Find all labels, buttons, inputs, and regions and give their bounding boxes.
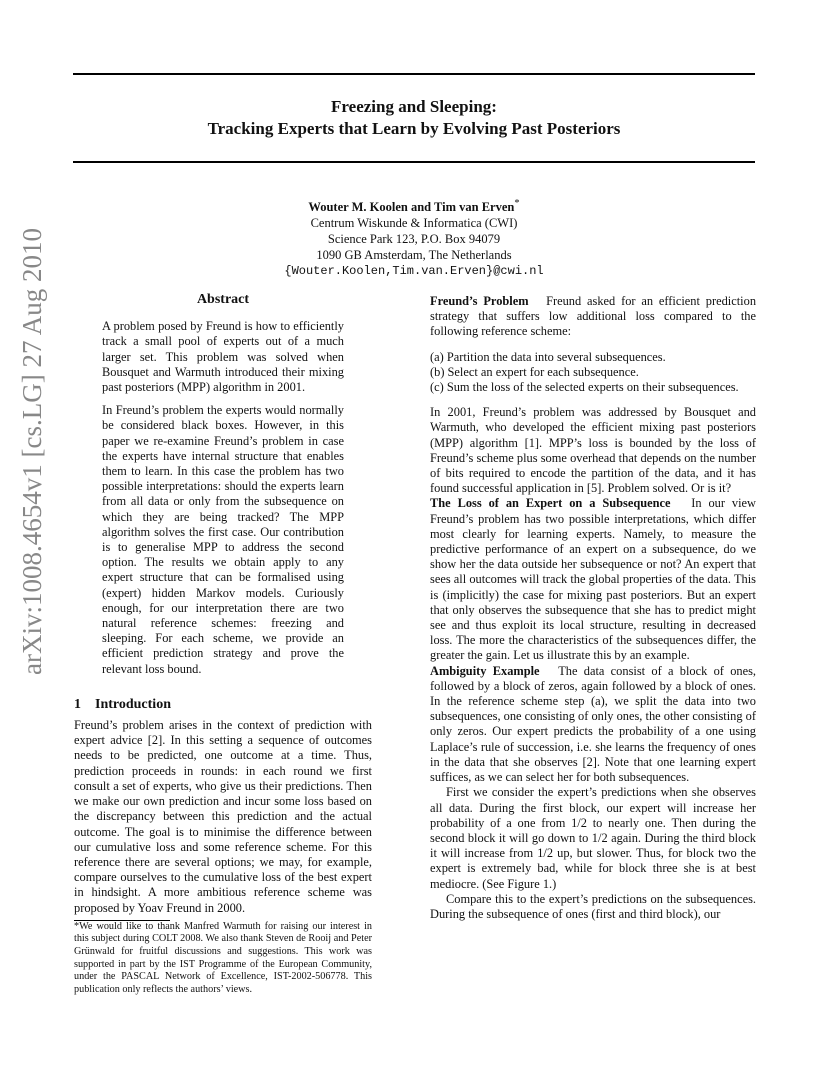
section-title: Introduction xyxy=(95,696,171,712)
author-names: Wouter M. Koolen and Tim van Erven xyxy=(308,200,515,215)
left-column xyxy=(74,292,372,996)
top-rule xyxy=(73,73,755,75)
affiliation-line-2: Science Park 123, P.O. Box 94079 xyxy=(327,232,501,247)
arxiv-stamp: arXiv:1008.4654v1 [cs.LG] 27 Aug 2010 xyxy=(17,228,47,675)
freunds-problem-heading: Freund’s Problem xyxy=(430,294,529,308)
paper-title xyxy=(73,96,755,140)
intro-paragraph-1: Freund’s problem arises in the context of prediction with expert advice [2]. In this setting a sequence of outcomes needs to be predicted, one outcome at a time. Thus, prediction proceeds in rounds: in each round we first consult a set of experts, who give us their predictions. Then we make our own prediction and incur some loss based on the discrepancy between this prediction and the actual outcome. The goal is to minimise the difference between our cumulative loss and some reference scheme. For this reference there are several options; we may, for example, compare ourselves to the cumulative loss of the best expert in hindsight. A more ambitious reference scheme was proposed by Yoav Freund in 2000. xyxy=(74,718,372,915)
loss-heading: The Loss of an Expert on a Subsequence xyxy=(430,496,671,511)
title-line-1: Freezing and Sleeping: xyxy=(331,97,497,116)
author-block xyxy=(73,196,755,279)
list-item: (a) Partition the data into several subsequences. xyxy=(430,349,666,364)
loss-paragraph xyxy=(430,496,756,663)
title-line-2: Tracking Experts that Learn by Evolving Past Posteriors xyxy=(207,119,621,138)
ambiguity-paragraph xyxy=(430,664,756,786)
comparison-paragraph: Compare this to the expert’s predictions on the subsequences. During the subsequence of ones (first and third block), our xyxy=(430,891,756,921)
section-number: 1 xyxy=(74,696,81,712)
mpp-paragraph: In 2001, Freund’s problem was addressed by Bousquet and Warmuth, who developed the efficient mixing past posteriors (MPP) algorithm [1]. MPP’s loss is bounded by the loss of Freund’s scheme plus some overhead that depends on the number of bits required to encode the partition of the data, and it has found successful application in [5]. Problem solved. Or is it? xyxy=(430,405,756,496)
author-footnote-mark: * xyxy=(514,198,520,209)
reference-scheme-list xyxy=(430,350,756,396)
affiliation-line-1: Centrum Wiskunde & Informatica (CWI) xyxy=(310,216,518,231)
ambiguity-text: The data consist of a block of ones, followed by a block of zeros, again followed by a block of ones. In the reference scheme step (a), we split the data into two subsequences, one consisting of only ones, the other consisting of only zeros. Our expert predicts the probability of a one using Laplace’s rule of succession, i.e. she learns the frequency of ones in the data that she observes [2]. Note that one learning expert suffices, as we can select her for both subsequences. xyxy=(430,663,756,785)
right-column xyxy=(430,294,756,922)
author-email: {Wouter.Koolen,Tim.van.Erven}@cwi.nl xyxy=(284,264,544,279)
freunds-problem-text: Freund asked for an efficient prediction strategy that suffers low additional loss compared to the following reference scheme: xyxy=(430,294,757,339)
abstract-body xyxy=(74,319,372,677)
list-item: (b) Select an expert for each subsequence. xyxy=(430,364,639,379)
ambiguity-heading: Ambiguity Example xyxy=(430,663,540,678)
abstract-paragraph-2: In Freund’s problem the experts would normally be considered black boxes. However, in this paper we re-examine Freund’s problem in case the experts have internal structure that enables them to learn. In this case the problem has two possible interpretations: should the experts learn from all data or only from the subsequence on which they are being tracked? The MPP algorithm solves the first case. Our contribution is to generalise MPP to address the second option. The results we obtain apply to any expert structure that can be formalised using (expert) hidden Markov models. Curiously enough, for our interpretation there are two natural reference schemes: freezing and sleeping. For each scheme, we provide an efficient prediction strategy and prove the relevant loss bound. xyxy=(102,403,344,676)
abstract-heading: Abstract xyxy=(196,292,250,307)
section-heading-introduction xyxy=(74,697,372,712)
abstract-paragraph-1: A problem posed by Freund is how to efficiently track a small pool of experts out of a much larger set. This problem was solved when Bousquet and Warmuth introduced their mixing past posteriors (MPP) algorithm in 2001. xyxy=(102,319,344,395)
footnote-text: *We would like to thank Manfred Warmuth for raising our interest in this subject during COLT 2008. We also thank Steven de Rooij and Peter Grünwald for fruitful discussions and suggestions. This work was supported in part by the IST Programme of the European Community, under the PASCAL Network of Excellence, IST-2002-506778. This publication only reflects the authors’ views. xyxy=(74,920,372,995)
loss-text: In our view Freund’s problem has two possible interpretations, which differ most clearly for learning experts. Namely, to measure the predictive performance of an expert on a subsequence, do we show her the data outside her subsequence or not? An expert that sees all outcomes will track the global properties of the data. This is (implicitly) the case for mixing past posteriors. But an expert that only observes the subsequence that she has to predict might see and thus exploit its local structure, resulting in decreased loss. The more the characteristics of the subsequences differ, the greater the gain. Let us illustrate this by an example. xyxy=(430,496,757,663)
freunds-problem-paragraph xyxy=(430,294,756,340)
affiliation-line-3: 1090 GB Amsterdam, The Netherlands xyxy=(316,248,512,263)
expert-predictions-paragraph: First we consider the expert’s predictions when she observes all data. During the first block, our expert will increase her probability of a one from 1/2 to nearly one. Then during the second block it will go down to 1/2 again. During the third block it will increase from 1/2 up, but slower. Thus, for block two the expert is extremely bad, while for block three she is at best mediocre. (See Figure 1.) xyxy=(430,785,756,891)
title-bottom-rule xyxy=(73,161,755,163)
list-item: (c) Sum the loss of the selected experts on their subsequences. xyxy=(430,380,739,395)
